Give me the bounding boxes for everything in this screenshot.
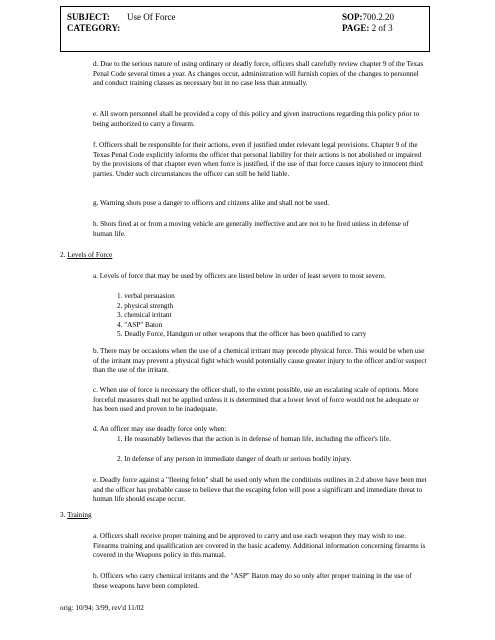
- list-item: 4. "ASP" Baton: [117, 320, 163, 329]
- document-header: [60, 6, 430, 52]
- section-2-heading: [60, 251, 112, 261]
- paragraph-2d-2: 2. In defense of any person in immediate danger of death or serious bodily injury.: [117, 455, 352, 463]
- footer-revision-dates: orig: 10/94; 3/99, rev'd 11/02: [60, 604, 144, 612]
- subject-value: Use Of Force: [127, 12, 176, 22]
- paragraph-3a: a. Officers shall receive proper training and be approved to carry and use each weapon they may wish to use. Firearms training and qualification are covered in the basic academy. Additional information concerning firearms is covered in the Weapons policy in this manual.: [93, 532, 426, 560]
- page-value: 2 of 3: [371, 23, 393, 33]
- header-row-subject: [67, 12, 423, 23]
- list-item: 2. physical strength: [117, 301, 174, 310]
- paragraph-2b: b. There may be occasions when the use of a chemical irritant may precede physical force. This would be when use of the irritant may prevent a physical fight which would potentially cause greater injury to the officer and/or suspect than the use of the irritant.: [93, 347, 427, 375]
- force-levels-list: [117, 292, 366, 340]
- paragraph-1h: h. Shots fired at or from a moving vehicle are generally ineffective and are not to be fired unless in defense of human life.: [93, 220, 409, 238]
- subject-label: SUBJECT:: [67, 12, 110, 22]
- category-label: CATEGORY:: [67, 23, 121, 33]
- paragraph-2d: d. An officer may use deadly force only when:: [93, 425, 227, 433]
- section-3-number: 3.: [60, 511, 66, 519]
- section-3-heading: [60, 511, 92, 521]
- sop-field: [342, 12, 394, 23]
- sop-label: SOP:: [342, 12, 363, 22]
- list-item: 3. chemical irritant: [117, 311, 172, 320]
- section-2-title: Levels of Force: [67, 251, 113, 259]
- page-label: PAGE:: [342, 23, 370, 33]
- paragraph-1g: g. Warning shots pose a danger to officers and citizens alike and shall not be used.: [93, 199, 330, 207]
- paragraph-2a: a. Levels of force that may be used by officers are listed below in order of least severe to most severe.: [93, 272, 386, 280]
- paragraph-1e: e. All sworn personnel shall be provided a copy of this policy and given instructions regarding this policy prior to being authorized to carry a firearm.: [93, 110, 420, 128]
- paragraph-3b: b. Officers who carry chemical irritants and the "ASP" Baton may do so only after proper training in the use of these weapons have been completed.: [93, 572, 412, 590]
- section-3-title: Training: [67, 511, 92, 519]
- paragraph-2c: c. When use of force is necessary the officer shall, to the extent possible, use an escalating scale of options. More forceful measures shall not be applied unless it is determined that a lower level of force would not be adequate or has been used and proven to be inadequate.: [93, 386, 419, 414]
- section-2-number: 2.: [60, 251, 66, 259]
- paragraph-1f: f. Officers shall be responsible for their actions, even if justified under relevant legal provisions. Chapter 9 of the Texas Penal Code explicitly informs the officer that personal liability for their actions is not abolished or impaired by the provisions of that chapter even when force is justified, if the use of that force causes injury to innocent third parties. Under such circumstances the officer can still be held liable.: [93, 141, 423, 178]
- page-field: [342, 23, 393, 34]
- paragraph-2e: e. Deadly force against a "fleeing felon" shall be used only when the conditions outlines in 2.d above have been met and the officer has probable cause to believe that the escaping felon will pose a significant and immediate threat to human life should escape occur.: [93, 476, 427, 504]
- header-row-category: [67, 23, 423, 34]
- paragraph-1d: d. Due to the serious nature of using ordinary or deadly force, officers shall carefully review chapter 9 of the Texas Penal Code several times a year. As changes occur, administration will furnish copies of the changes to personnel and conduct training classes as necessary but in no case less than annually.: [93, 60, 424, 88]
- list-item: 1. verbal persuasion: [117, 292, 175, 300]
- sop-value: 700.2.20: [362, 12, 395, 22]
- paragraph-2d-1: 1. He reasonably believes that the action is in defense of human life, including the officer's life.: [117, 435, 391, 443]
- list-item: 5. Deadly Force, Handgun or other weapons that the officer has been qualified to carry: [117, 330, 367, 339]
